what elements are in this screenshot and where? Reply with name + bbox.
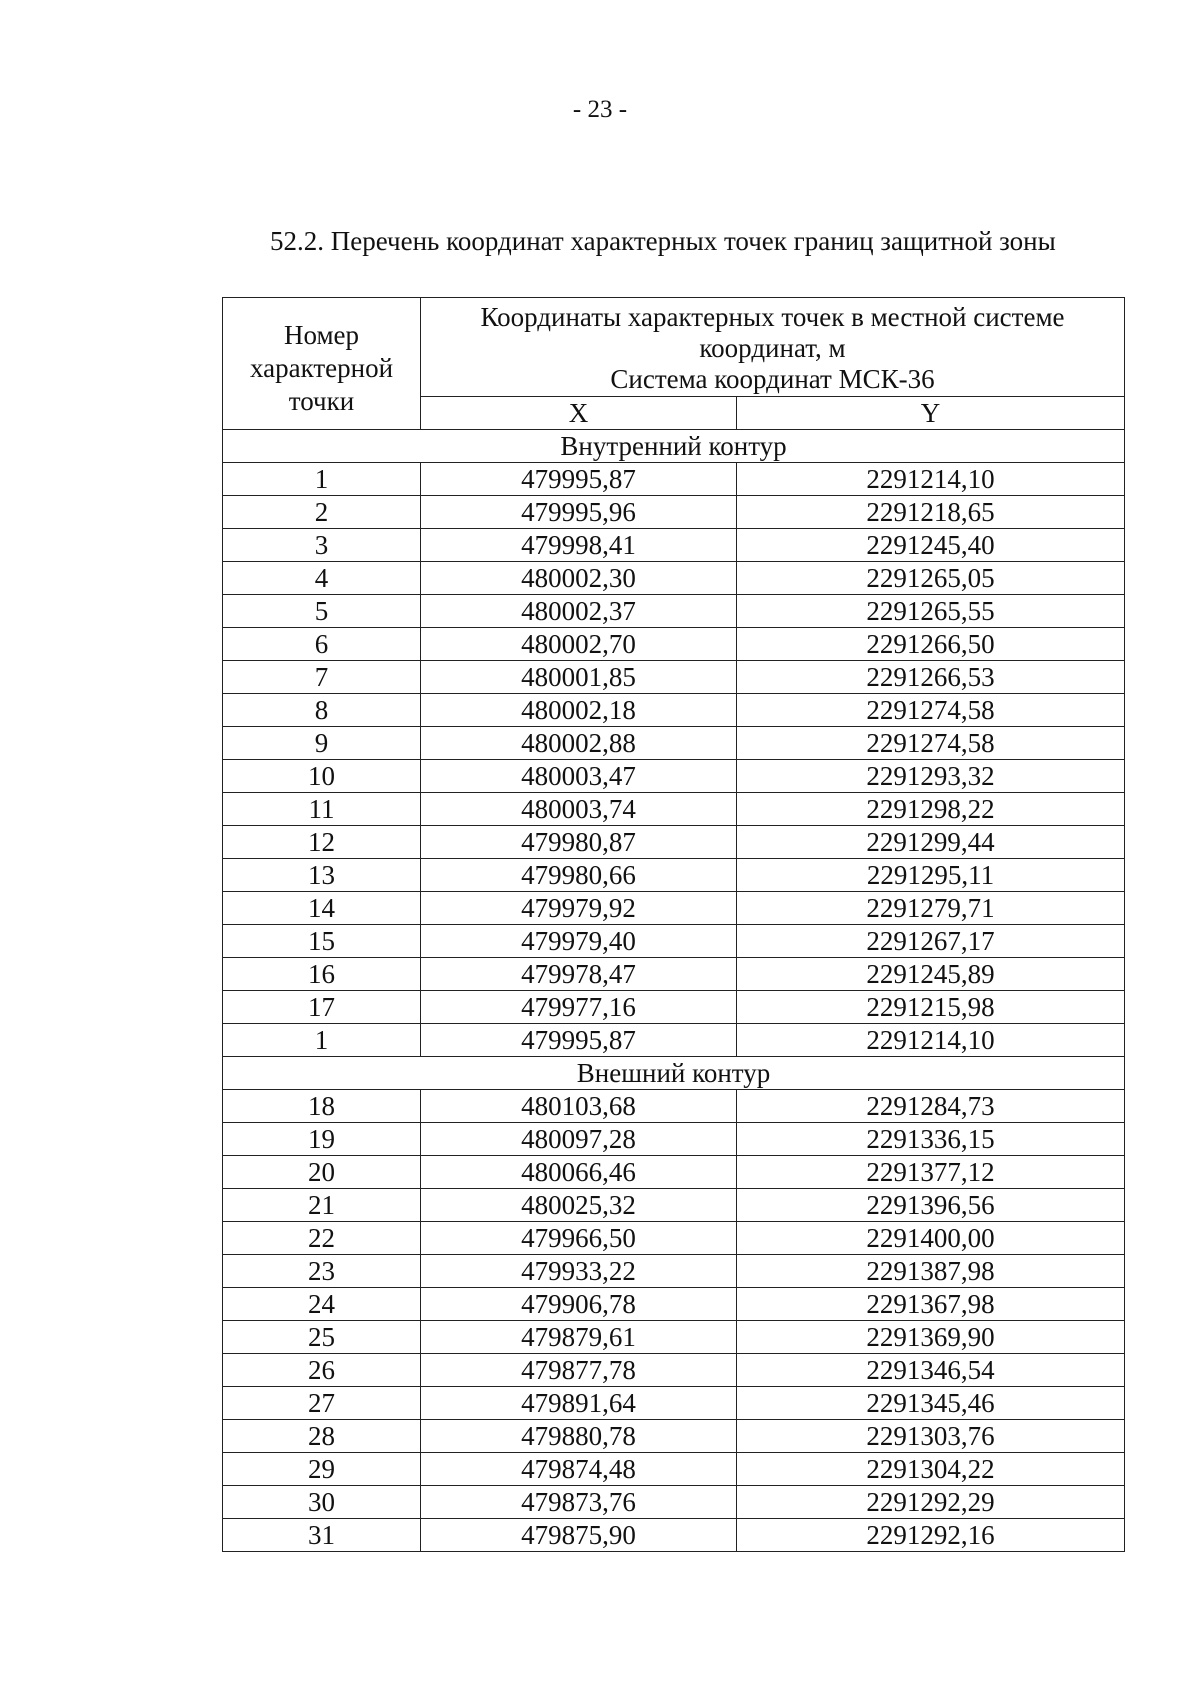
table-body [223, 430, 1125, 1552]
table-row [223, 1024, 1125, 1057]
y-coordinate-cell: 2291214,10 [737, 1024, 1125, 1057]
table-row [223, 727, 1125, 760]
point-number-header [223, 298, 421, 430]
table-row [223, 991, 1125, 1024]
section-row [223, 1057, 1125, 1090]
table-row [223, 1420, 1125, 1453]
y-coordinate-cell: 2291387,98 [737, 1255, 1125, 1288]
x-coordinate-cell: 480003,74 [421, 793, 737, 826]
point-number-cell: 9 [223, 727, 421, 760]
y-coordinate-cell: 2291345,46 [737, 1387, 1125, 1420]
point-number-cell: 15 [223, 925, 421, 958]
coordinates-header-line: координат, м [699, 332, 846, 363]
x-coordinate-cell: 480002,70 [421, 628, 737, 661]
x-coordinate-cell: 480066,46 [421, 1156, 737, 1189]
table-row [223, 892, 1125, 925]
y-coordinate-cell: 2291369,90 [737, 1321, 1125, 1354]
x-coordinate-cell: 479933,22 [421, 1255, 737, 1288]
x-coordinate-cell: 479874,48 [421, 1453, 737, 1486]
y-coordinate-cell: 2291245,89 [737, 958, 1125, 991]
point-number-header-line: точки [288, 386, 355, 416]
point-number-cell: 30 [223, 1486, 421, 1519]
y-coordinate-cell: 2291274,58 [737, 727, 1125, 760]
point-number-cell: 18 [223, 1090, 421, 1123]
point-number-cell: 7 [223, 661, 421, 694]
table-row [223, 925, 1125, 958]
x-coordinate-cell: 480003,47 [421, 760, 737, 793]
point-number-header-line: Номер [283, 320, 360, 350]
table-row [223, 1387, 1125, 1420]
point-number-cell: 5 [223, 595, 421, 628]
point-number-cell: 3 [223, 529, 421, 562]
table-row [223, 1354, 1125, 1387]
x-coordinate-cell: 479875,90 [421, 1519, 737, 1552]
coordinates-header [421, 298, 1125, 397]
y-coordinate-cell: 2291218,65 [737, 496, 1125, 529]
table-row [223, 595, 1125, 628]
table-row [223, 1222, 1125, 1255]
table-row [223, 1486, 1125, 1519]
y-coordinate-cell: 2291377,12 [737, 1156, 1125, 1189]
point-number-cell: 12 [223, 826, 421, 859]
y-coordinate-cell: 2291367,98 [737, 1288, 1125, 1321]
section-row [223, 430, 1125, 463]
x-coordinate-cell: 479977,16 [421, 991, 737, 1024]
point-number-cell: 20 [223, 1156, 421, 1189]
y-coordinate-cell: 2291303,76 [737, 1420, 1125, 1453]
point-number-cell: 10 [223, 760, 421, 793]
table-header [223, 298, 1125, 430]
y-coordinate-cell: 2291292,16 [737, 1519, 1125, 1552]
y-coordinate-cell: 2291293,32 [737, 760, 1125, 793]
y-coordinate-cell: 2291279,71 [737, 892, 1125, 925]
y-coordinate-cell: 2291292,29 [737, 1486, 1125, 1519]
x-coordinate-cell: 479995,96 [421, 496, 737, 529]
table-row [223, 760, 1125, 793]
x-coordinate-cell: 480002,88 [421, 727, 737, 760]
x-coordinate-cell: 479891,64 [421, 1387, 737, 1420]
coordinates-table [222, 297, 1125, 1552]
y-coordinate-cell: 2291400,00 [737, 1222, 1125, 1255]
point-number-cell: 28 [223, 1420, 421, 1453]
point-number-cell: 16 [223, 958, 421, 991]
table-row [223, 1519, 1125, 1552]
y-coordinate-cell: 2291396,56 [737, 1189, 1125, 1222]
table-row [223, 793, 1125, 826]
y-coordinate-cell: 2291215,98 [737, 991, 1125, 1024]
table-row [223, 1255, 1125, 1288]
point-number-cell: 6 [223, 628, 421, 661]
point-number-cell: 29 [223, 1453, 421, 1486]
point-number-cell: 26 [223, 1354, 421, 1387]
point-number-cell: 1 [223, 463, 421, 496]
coordinates-header-line: Система координат МСК-36 [610, 363, 935, 394]
x-coordinate-cell: 480002,37 [421, 595, 737, 628]
x-coordinate-cell: 479873,76 [421, 1486, 737, 1519]
table-row [223, 529, 1125, 562]
x-coordinate-cell: 480025,32 [421, 1189, 737, 1222]
x-coordinate-cell: 479980,66 [421, 859, 737, 892]
y-coordinate-cell: 2291245,40 [737, 529, 1125, 562]
table-row [223, 694, 1125, 727]
x-coordinate-cell: 479980,87 [421, 826, 737, 859]
table-row [223, 463, 1125, 496]
y-coordinate-cell: 2291267,17 [737, 925, 1125, 958]
table-row [223, 859, 1125, 892]
y-coordinate-cell: 2291336,15 [737, 1123, 1125, 1156]
y-coordinate-cell: 2291266,50 [737, 628, 1125, 661]
y-coordinate-cell: 2291266,53 [737, 661, 1125, 694]
coordinates-header-line: Координаты характерных точек в местной системе [480, 301, 1065, 332]
table-row [223, 826, 1125, 859]
point-number-cell: 13 [223, 859, 421, 892]
point-number-cell: 19 [223, 1123, 421, 1156]
point-number-cell: 25 [223, 1321, 421, 1354]
x-coordinate-cell: 480002,18 [421, 694, 737, 727]
x-coordinate-cell: 479877,78 [421, 1354, 737, 1387]
y-column-header: Y [737, 397, 1125, 430]
point-number-cell: 4 [223, 562, 421, 595]
point-number-cell: 14 [223, 892, 421, 925]
section-title: Внутренний контур [223, 430, 1125, 463]
point-number-cell: 17 [223, 991, 421, 1024]
y-coordinate-cell: 2291265,05 [737, 562, 1125, 595]
point-number-cell: 8 [223, 694, 421, 727]
y-coordinate-cell: 2291295,11 [737, 859, 1125, 892]
x-coordinate-cell: 479998,41 [421, 529, 737, 562]
y-coordinate-cell: 2291274,58 [737, 694, 1125, 727]
point-number-cell: 1 [223, 1024, 421, 1057]
x-coordinate-cell: 479995,87 [421, 463, 737, 496]
point-number-cell: 31 [223, 1519, 421, 1552]
y-coordinate-cell: 2291214,10 [737, 463, 1125, 496]
table-row [223, 1453, 1125, 1486]
point-number-cell: 21 [223, 1189, 421, 1222]
table-row [223, 1288, 1125, 1321]
table-row [223, 1090, 1125, 1123]
section-heading: 52.2. Перечень координат характерных точек границ защитной зоны [270, 226, 1056, 256]
table-row [223, 1156, 1125, 1189]
point-number-header-line: характерной [249, 353, 394, 383]
table-row [223, 496, 1125, 529]
y-coordinate-cell: 2291304,22 [737, 1453, 1125, 1486]
table-row [223, 562, 1125, 595]
x-coordinate-cell: 480103,68 [421, 1090, 737, 1123]
point-number-cell: 24 [223, 1288, 421, 1321]
table-row [223, 1189, 1125, 1222]
x-coordinate-cell: 479880,78 [421, 1420, 737, 1453]
y-coordinate-cell: 2291346,54 [737, 1354, 1125, 1387]
point-number-cell: 11 [223, 793, 421, 826]
point-number-cell: 23 [223, 1255, 421, 1288]
x-coordinate-cell: 479979,92 [421, 892, 737, 925]
x-coordinate-cell: 479979,40 [421, 925, 737, 958]
y-coordinate-cell: 2291299,44 [737, 826, 1125, 859]
table-row [223, 628, 1125, 661]
page-number: - 23 - [572, 96, 628, 123]
point-number-cell: 27 [223, 1387, 421, 1420]
section-title: Внешний контур [223, 1057, 1125, 1090]
x-coordinate-cell: 479879,61 [421, 1321, 737, 1354]
x-coordinate-cell: 479995,87 [421, 1024, 737, 1057]
x-coordinate-cell: 480001,85 [421, 661, 737, 694]
x-column-header: X [421, 397, 737, 430]
point-number-cell: 2 [223, 496, 421, 529]
x-coordinate-cell: 480097,28 [421, 1123, 737, 1156]
y-coordinate-cell: 2291298,22 [737, 793, 1125, 826]
y-coordinate-cell: 2291265,55 [737, 595, 1125, 628]
x-coordinate-cell: 480002,30 [421, 562, 737, 595]
table-row [223, 1123, 1125, 1156]
y-coordinate-cell: 2291284,73 [737, 1090, 1125, 1123]
x-coordinate-cell: 479906,78 [421, 1288, 737, 1321]
point-number-cell: 22 [223, 1222, 421, 1255]
x-coordinate-cell: 479978,47 [421, 958, 737, 991]
x-coordinate-cell: 479966,50 [421, 1222, 737, 1255]
table-row [223, 958, 1125, 991]
table-row [223, 1321, 1125, 1354]
table-row [223, 661, 1125, 694]
